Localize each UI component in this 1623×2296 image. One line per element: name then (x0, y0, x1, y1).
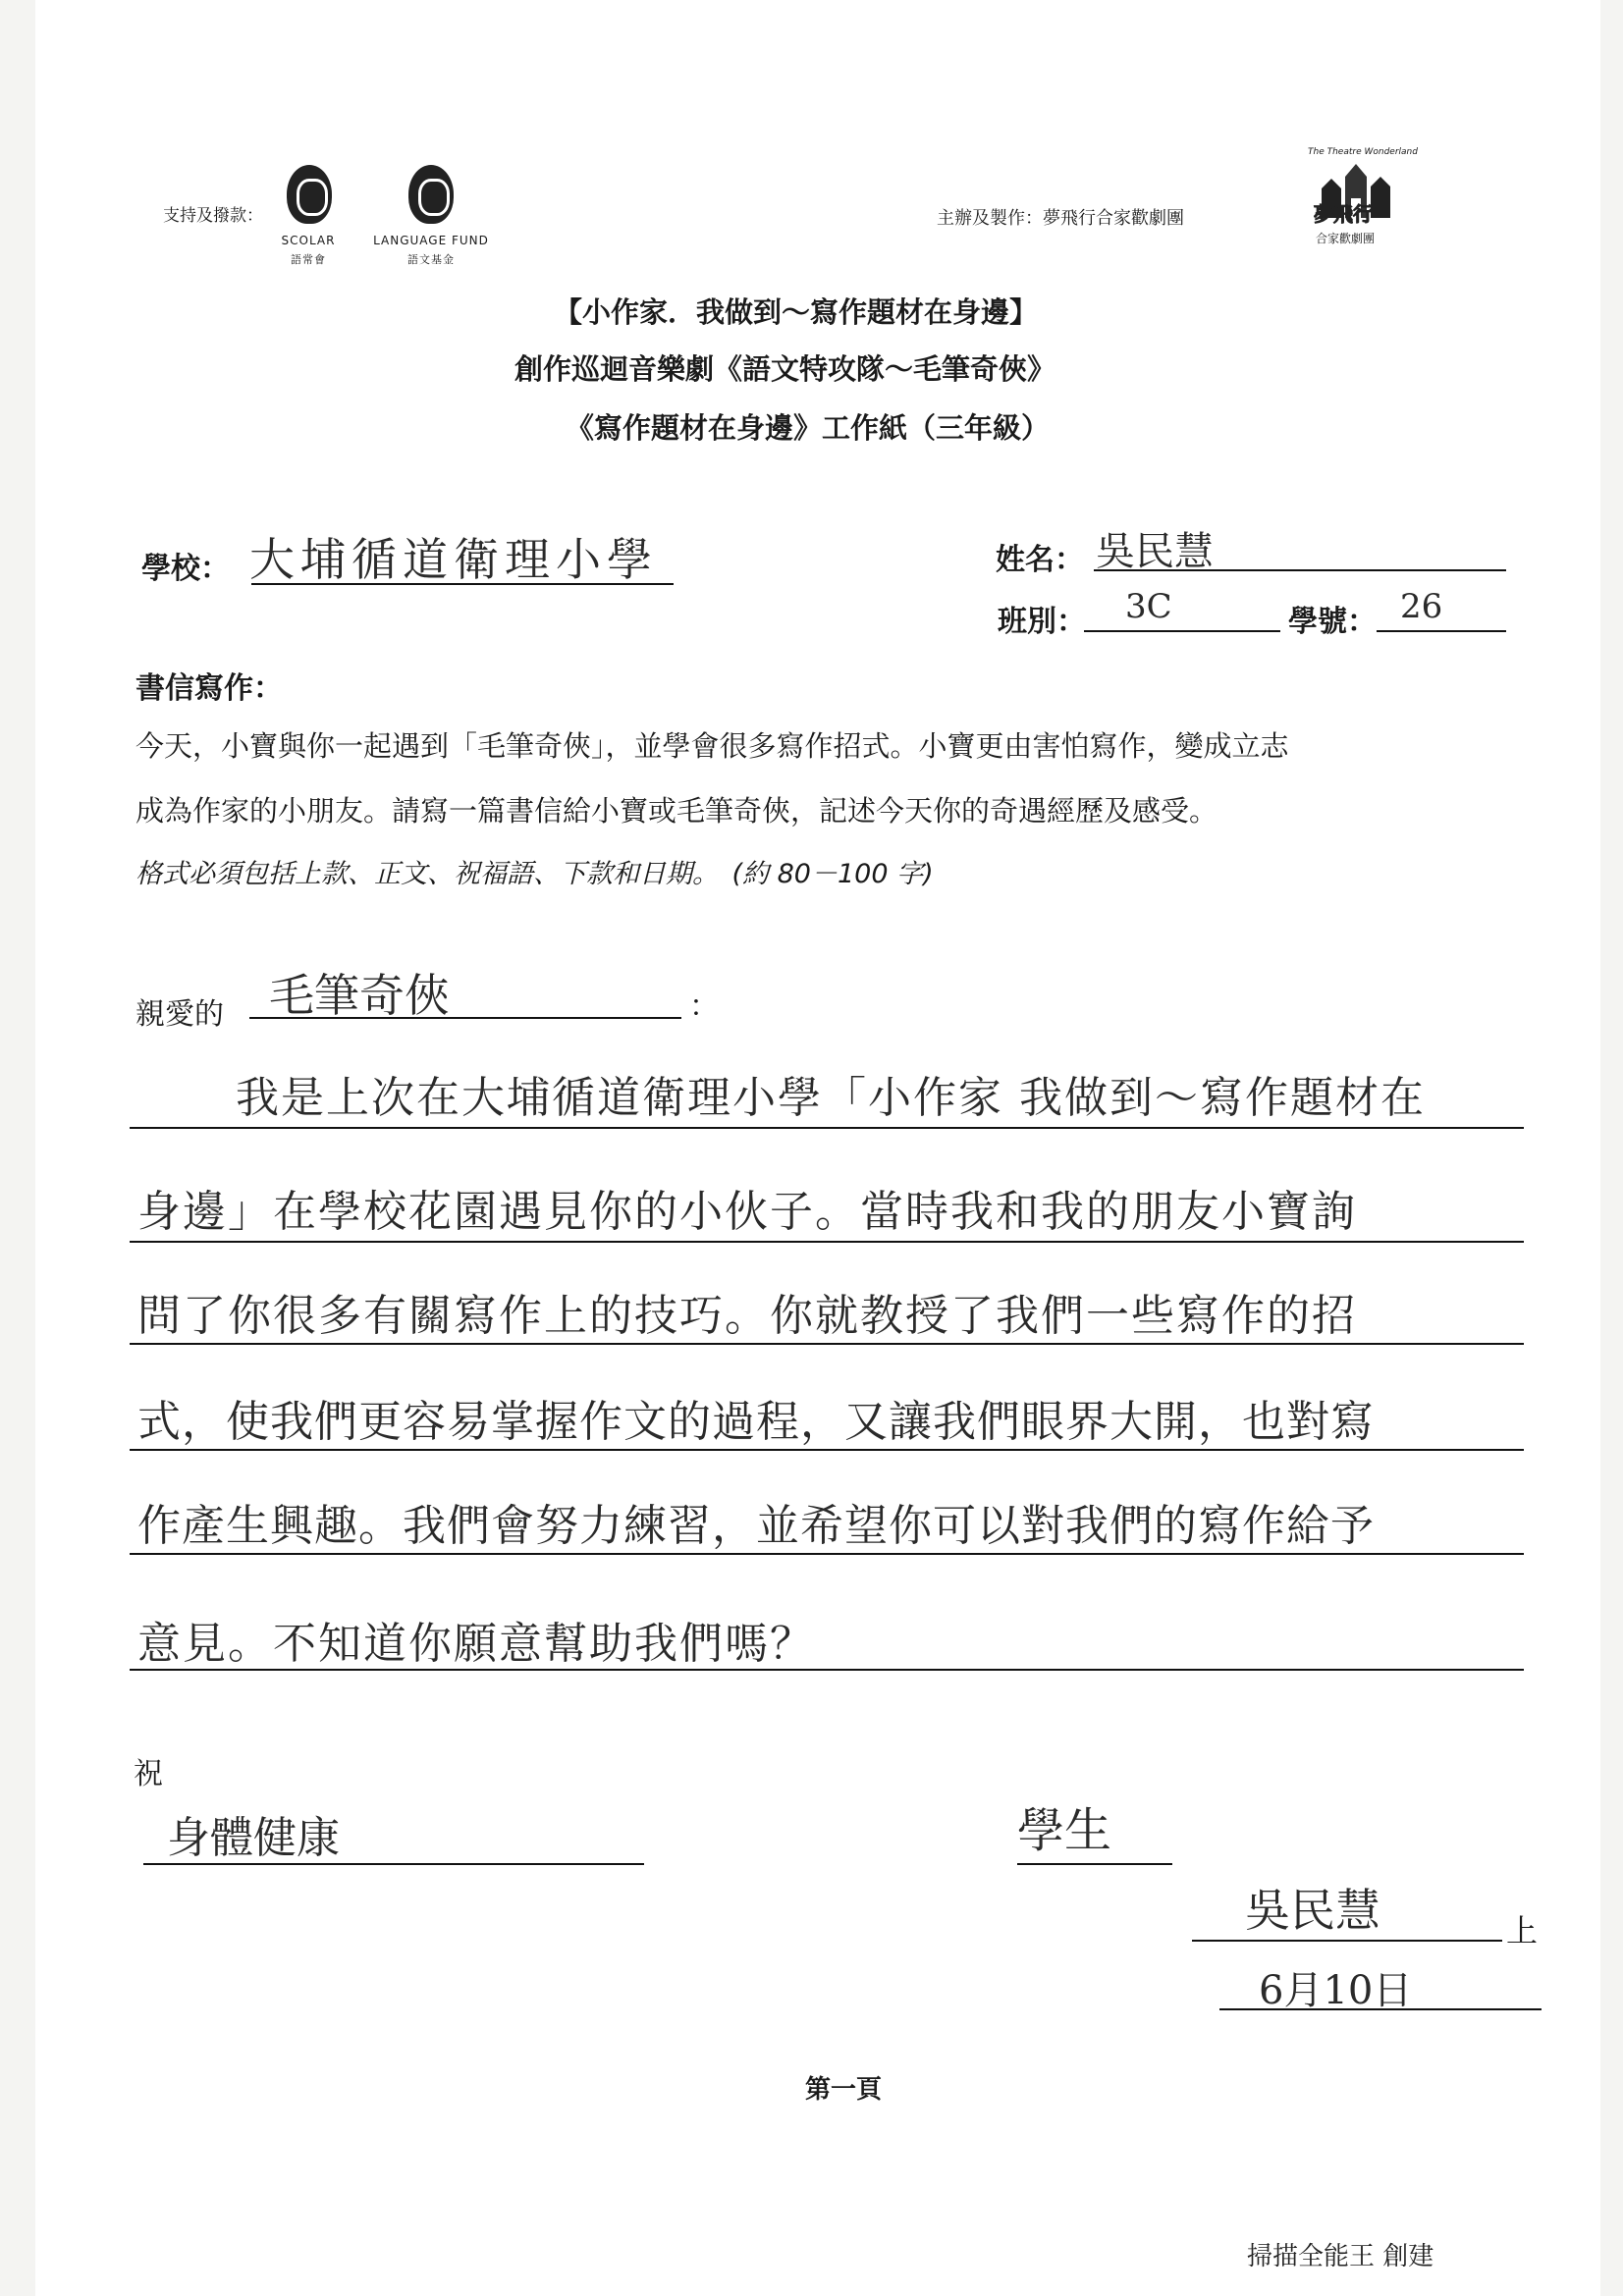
signer-name-underline (1192, 1940, 1502, 1942)
salutation-label: 親愛的 (135, 997, 224, 1032)
salutation-value: 毛筆奇俠 (269, 969, 450, 1022)
body-rule-1 (130, 1127, 1524, 1129)
letter-body-line-3: 問了你很多有關寫作上的技巧。你就教授了我們一些寫作的招 (137, 1291, 1357, 1341)
signer-title: 學生 (1017, 1803, 1112, 1858)
student-number-label: 學號： (1288, 605, 1377, 639)
language-fund-logo-zh: 語文基金 (407, 253, 455, 266)
name-label: 姓名： (996, 543, 1084, 577)
scanner-watermark: 掃描全能王 創建 (1247, 2242, 1434, 2271)
name-underline (1094, 569, 1506, 571)
class-underline (1084, 630, 1280, 632)
salutation-underline (249, 1017, 681, 1019)
title-line-3: 《寫作題材在身邊》工作紙（三年級） (566, 411, 1051, 445)
page-number: 第一頁 (805, 2075, 883, 2105)
body-rule-6 (130, 1669, 1524, 1671)
name-value: 吳民慧 (1096, 529, 1214, 574)
troupe-logo-sub: 合家歡劇團 (1316, 232, 1376, 245)
instructions-paragraph-2: 成為作家的小朋友。請寫一篇書信給小寶或毛筆奇俠，記述今天你的奇遇經歷及感受。 (135, 794, 1218, 828)
body-rule-5 (130, 1553, 1524, 1555)
signer-title-underline (1017, 1863, 1172, 1865)
body-rule-3 (130, 1343, 1524, 1345)
salutation-colon: ： (689, 989, 719, 1024)
student-number-value: 26 (1400, 587, 1443, 626)
letter-body-line-5: 作產生興趣。我們會努力練習，並希望你可以對我們的寫作給予 (137, 1501, 1375, 1551)
blessing-label: 祝 (134, 1757, 163, 1791)
title-line-2: 創作巡迴音樂劇《語文特攻隊～毛筆奇俠》 (514, 352, 1056, 386)
scolar-logo (287, 165, 332, 224)
body-rule-4 (130, 1449, 1524, 1451)
organizer-label: 主辦及製作：夢飛行合家歡劇團 (937, 208, 1184, 229)
instructions-format-note: 格式必須包括上款、正文、祝福語、下款和日期。 (約 80－100 字) (135, 859, 934, 889)
letter-body-line-4: 式，使我們更容易掌握作文的過程，又讓我們眼界大開，也對寫 (137, 1397, 1375, 1447)
letter-body-line-2: 身邊」在學校花園遇見你的小伙子。當時我和我的朋友小寶詢 (137, 1187, 1357, 1237)
blessing-underline (143, 1863, 644, 1865)
school-value: 大埔循道衛理小學 (249, 533, 658, 586)
troupe-logo-en: The Theatre Wonderland (1308, 147, 1418, 157)
signer-name: 吳民慧 (1245, 1884, 1380, 1937)
school-label: 學校： (141, 552, 230, 586)
date-underline (1219, 2008, 1542, 2010)
letter-date: 6月10日 (1259, 1968, 1413, 2013)
letter-body-line-6: 意見。不知道你願意幫助我們嗎？ (137, 1619, 815, 1669)
troupe-logo-zh: 夢飛行 (1314, 202, 1373, 226)
blessing-value: 身體健康 (167, 1813, 340, 1863)
worksheet-page (35, 0, 1600, 2296)
instructions-paragraph-1: 今天，小寶與你一起遇到「毛筆奇俠」，並學會很多寫作招式。小寶更由害怕寫作，變成立志 (135, 729, 1289, 763)
scolar-logo-zh: 語常會 (291, 253, 326, 266)
letter-body-line-1: 我是上次在大埔循道衛理小學「小作家 我做到～寫作題材在 (236, 1073, 1426, 1123)
school-underline (251, 583, 674, 585)
signer-suffix: 上 (1506, 1912, 1539, 1949)
language-fund-logo-en: LANGUAGE FUND (373, 234, 489, 247)
title-line-1: 【小作家．我做到～寫作題材在身邊】 (554, 295, 1039, 329)
class-value: 3C (1125, 587, 1172, 626)
student-number-underline (1377, 630, 1506, 632)
theatre-wonderland-logo (1302, 147, 1418, 255)
sponsor-label: 支持及撥款： (163, 206, 263, 226)
body-rule-2 (130, 1241, 1524, 1243)
instructions-heading: 書信寫作： (135, 671, 283, 706)
language-fund-logo (408, 165, 454, 224)
class-label: 班別： (998, 605, 1086, 639)
scolar-logo-en: SCOLAR (281, 234, 336, 247)
